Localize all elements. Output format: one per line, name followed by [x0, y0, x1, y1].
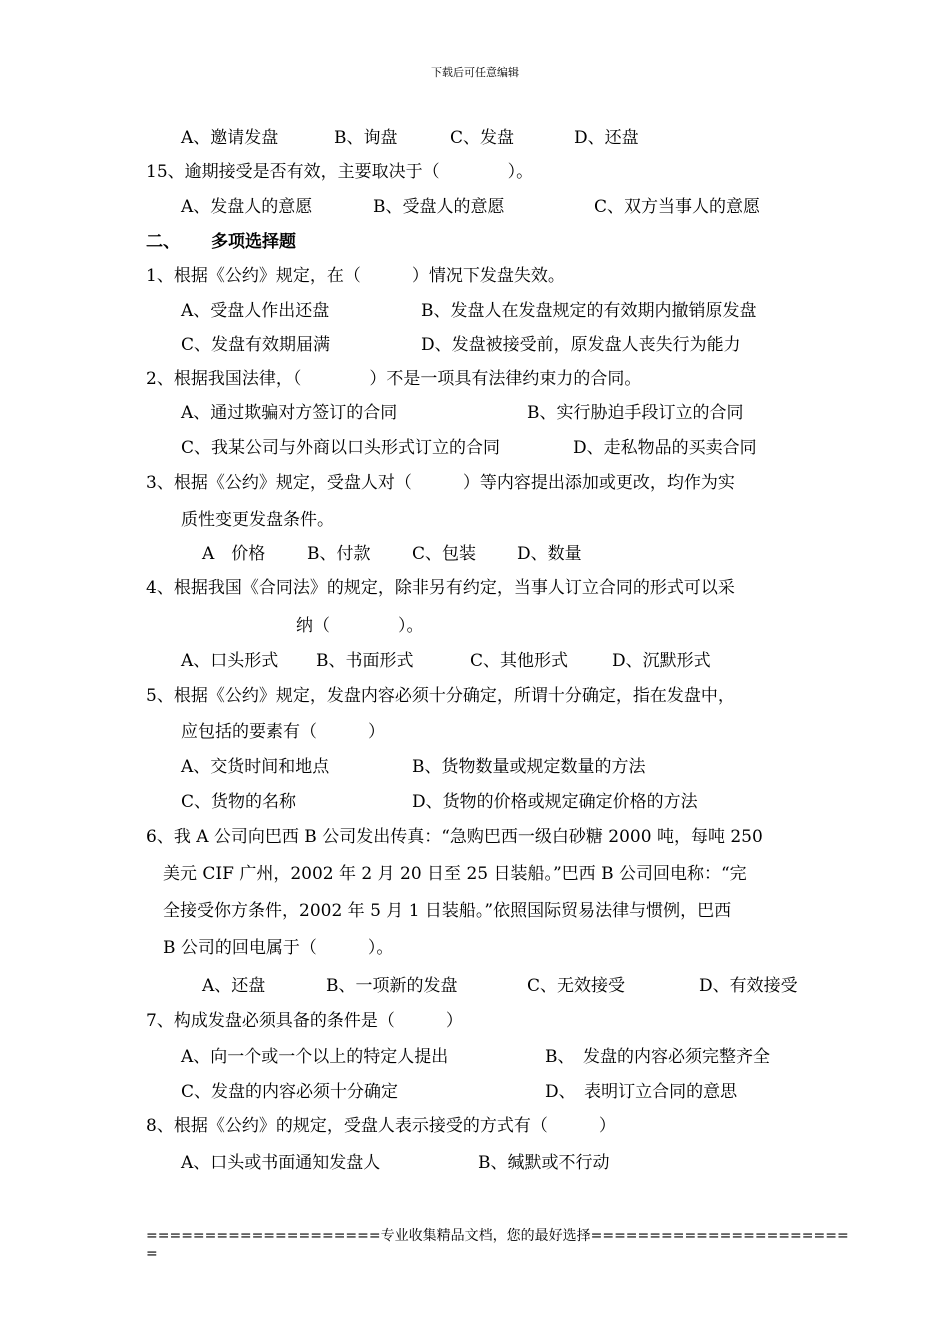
- section-number: 二、: [146, 232, 180, 252]
- m3-option-c: C、包装: [412, 544, 477, 564]
- m8-stem: 8、根据《公约》的规定，受盘人表示接受的方式有（ ）: [146, 1116, 616, 1136]
- m3-option-d: D、数量: [517, 544, 582, 564]
- m3-option-a: A 价格: [202, 544, 266, 564]
- q15-option-c: C、双方当事人的意愿: [594, 197, 761, 217]
- m1-option-c: C、发盘有效期届满: [181, 335, 331, 355]
- page-header: 下载后可任意编辑: [431, 66, 519, 79]
- m3-stem-line2: 质性变更发盘条件。: [181, 510, 334, 530]
- m1-option-b: B、发盘人在发盘规定的有效期内撤销原发盘: [421, 301, 757, 321]
- m7-stem: 7、构成发盘必须具备的条件是（ ）: [146, 1011, 463, 1031]
- m6-stem-line2: 美元 CIF 广州，2002 年 2 月 20 日至 25 日装船。”巴西 B 公司回电称：“完: [163, 864, 747, 884]
- m4-option-b: B、书面形式: [316, 651, 414, 671]
- m4-option-d: D、沉默形式: [612, 651, 711, 671]
- m5-stem-line1: 5、根据《公约》规定，发盘内容必须十分确定，所谓十分确定，指在发盘中，: [146, 686, 735, 706]
- q15-option-a: A、发盘人的意愿: [181, 197, 313, 217]
- m3-option-b: B、付款: [307, 544, 371, 564]
- m5-option-b: B、货物数量或规定数量的方法: [412, 757, 646, 777]
- m2-stem: 2、根据我国法律，（ ）不是一项具有法律约束力的合同。: [146, 369, 642, 389]
- m8-option-b: B、缄默或不行动: [478, 1153, 610, 1173]
- m8-option-a: A、口头或书面通知发盘人: [181, 1153, 381, 1173]
- m2-option-a: A、通过欺骗对方签订的合同: [181, 403, 398, 423]
- m1-option-d: D、发盘被接受前，原发盘人丧失行为能力: [421, 335, 741, 355]
- m2-option-d: D、走私物品的买卖合同: [573, 438, 757, 458]
- m6-stem-line3: 全接受你方条件，2002 年 5 月 1 日装船。”依照国际贸易法律与惯例，巴西: [163, 901, 732, 921]
- m4-option-a: A、口头形式: [181, 651, 279, 671]
- m7-option-d: D、 表明订立合同的意思: [545, 1082, 738, 1102]
- m1-option-a: A、受盘人作出还盘: [181, 301, 330, 321]
- q14-option-d: D、还盘: [574, 128, 639, 148]
- m5-option-d: D、货物的价格或规定确定价格的方法: [412, 792, 698, 812]
- m6-option-c: C、无效接受: [527, 976, 626, 996]
- section-title: 多项选择题: [211, 232, 296, 252]
- m7-option-c: C、发盘的内容必须十分确定: [181, 1082, 399, 1102]
- m1-stem: 1、根据《公约》规定，在（ ）情况下发盘失效。: [146, 266, 565, 286]
- m6-option-b: B、一项新的发盘: [326, 976, 458, 996]
- footer-line-1: ====================专业收集精品文档，您的最好选择======================: [146, 1228, 849, 1244]
- m5-option-a: A、交货时间和地点: [181, 757, 330, 777]
- q14-option-b: B、询盘: [334, 128, 398, 148]
- m6-option-d: D、有效接受: [699, 976, 798, 996]
- m3-stem-line1: 3、根据《公约》规定，受盘人对（ ）等内容提出添加或更改，均作为实: [146, 473, 735, 493]
- m7-option-a: A、向一个或一个以上的特定人提出: [181, 1047, 449, 1067]
- m5-option-c: C、货物的名称: [181, 792, 297, 812]
- m2-option-b: B、实行胁迫手段订立的合同: [527, 403, 744, 423]
- q14-option-c: C、发盘: [450, 128, 515, 148]
- m4-stem-line2: 纳（ ）。: [296, 616, 424, 636]
- m6-stem-line1: 6、我 A 公司向巴西 B 公司发出传真：“急购巴西一级白砂糖 2000 吨，每吨 250: [146, 827, 763, 847]
- m6-stem-line4: B 公司的回电属于（ ）。: [163, 938, 394, 958]
- m4-stem-line1: 4、根据我国《合同法》的规定，除非另有约定，当事人订立合同的形式可以采: [146, 578, 735, 598]
- q15-stem: 15、逾期接受是否有效，主要取决于（ ）。: [146, 162, 534, 182]
- footer-line-2: =: [146, 1246, 158, 1262]
- q15-option-b: B、受盘人的意愿: [373, 197, 505, 217]
- m2-option-c: C、我某公司与外商以口头形式订立的合同: [181, 438, 501, 458]
- m4-option-c: C、其他形式: [470, 651, 569, 671]
- q14-option-a: A、邀请发盘: [181, 128, 279, 148]
- m5-stem-line2: 应包括的要素有（ ）: [181, 722, 385, 742]
- m6-option-a: A、还盘: [202, 976, 266, 996]
- m7-option-b: B、 发盘的内容必须完整齐全: [545, 1047, 770, 1067]
